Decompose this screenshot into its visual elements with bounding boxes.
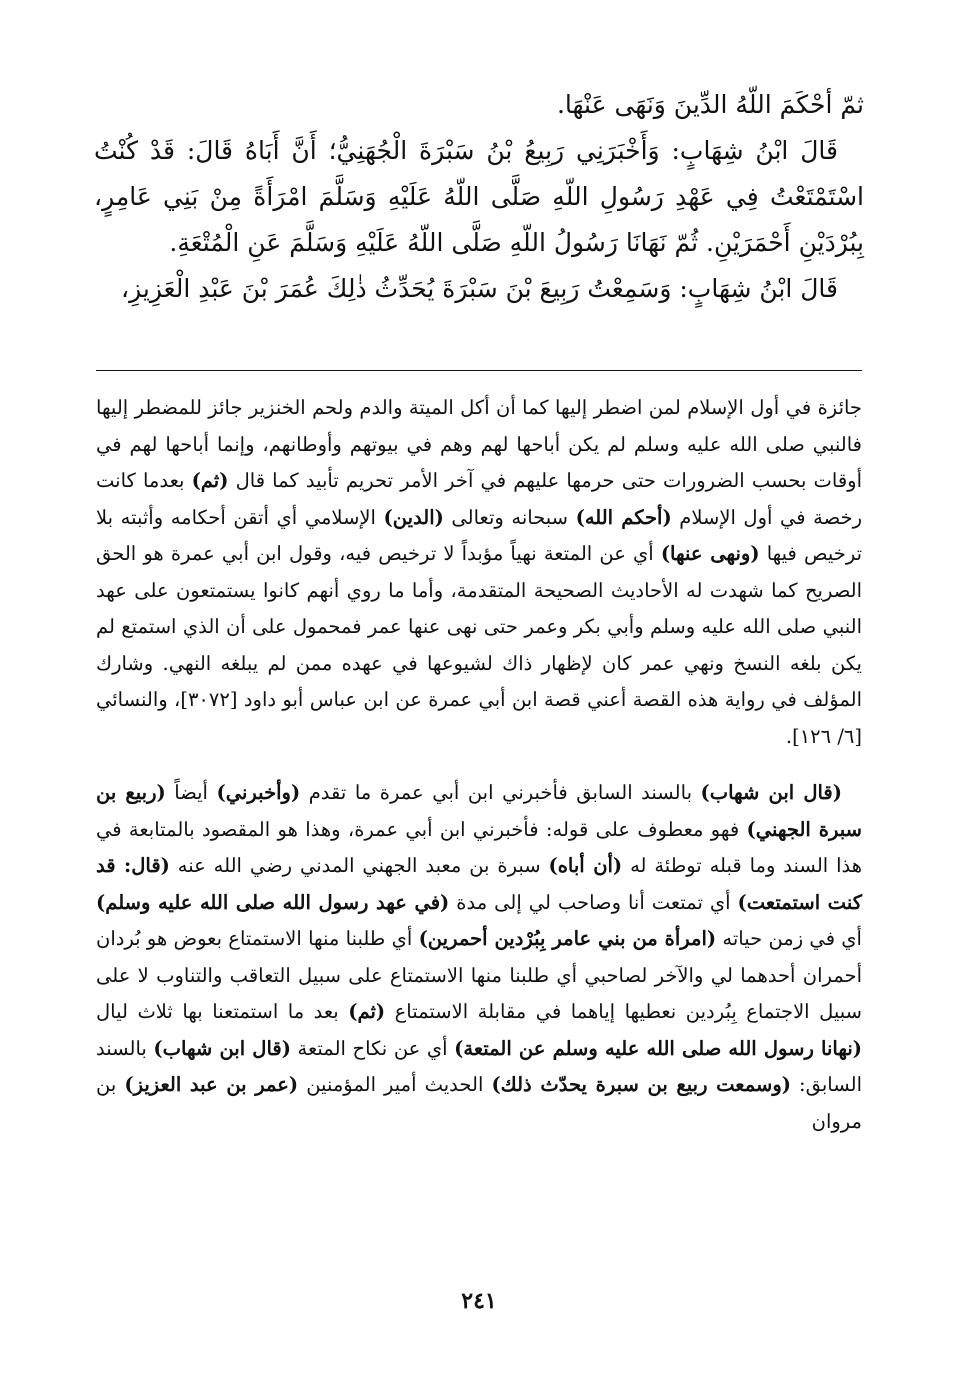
bold-term: (امرأة من بني عامر بِبُرْدين أحمرين) — [418, 927, 717, 950]
hadith-paragraph-3: قَالَ ابْنُ شِهَابٍ: وَسَمِعْتُ رَبِيعَ بْنَ سَبْرَةَ يُحَدِّثُ ذٰلِكَ عُمَرَ بْنَ عَبْدِ الْعَزِيزِ، — [121, 274, 838, 303]
text: جائزة في أول الإسلام لمن اضطر إليها كما أن أكل الميتة والدم ولحم الخنزير جائز للمضطر إليها فالنبي صلى الله عليه وسلم لم يكن أباحها لهم وهم في بيوتهم وأوطانهم، وإنما أباحها لهم في أوقات بحسب الضرورات حتى حرمها عليهم في آخر الأمر تحريم تأبيد كما قال — [96, 396, 863, 492]
bold-term: (أحكم الله) — [575, 505, 672, 529]
text: الحديث أمير المؤمنين — [298, 1073, 492, 1096]
bold-term: (ثم) — [191, 469, 229, 492]
bold-term: (ثم) — [348, 1000, 386, 1023]
bold-term: (قال ابن شهاب) — [700, 781, 842, 804]
hadith-text — [94, 82, 864, 312]
text: سبحانه وتعالى — [443, 505, 576, 529]
text: بعد ما استمتعنا بها ثلاث ليال — [96, 1000, 349, 1023]
text: أي عن نكاح المتعة — [290, 1036, 455, 1060]
bold-term: (وأخبرني) — [216, 781, 301, 804]
text: بالسند السابق فأخبرني ابن أبي عمرة ما تقدم — [300, 781, 701, 804]
commentary — [96, 390, 862, 1140]
commentary-paragraph-1 — [96, 390, 862, 755]
text: أي في زمن حياته — [716, 927, 862, 950]
bold-term: (في عهد رسول الله صلى الله عليه وسلم) — [96, 890, 450, 914]
text: بعدما كانت رخصة في أول الإسلام — [96, 469, 862, 529]
bold-term: (عمر بن عبد العزيز) — [124, 1073, 299, 1096]
bold-term: (ربيع بن سبرة الجهني) — [96, 781, 862, 841]
text: فهو معطوف على قوله: فأخبرني ابن أبي عمرة، وهذا هو المقصود بالمتابعة في هذا السند وما قبله توطئة له — [96, 817, 863, 877]
bold-term: (نهانا رسول الله صلى الله عليه وسلم عن المتعة) — [454, 1036, 862, 1060]
footnote-divider — [96, 370, 862, 371]
text: الإسلامي أي أتقن أحكامه وأثبته بلا ترخيص فيها — [96, 505, 862, 565]
text: أي طلبنا منها الاستمتاع بعوض هو بُردان أحمران أحدهما لي والآخر لصاحبي أي طلبنا منها الاستمتاع على سبيل التعاقب والتناوب لا على سبيل الاجتماع بِبُردين نعطيها إياهما في مقابلة الاستمتاع — [96, 927, 862, 1023]
bold-term: (أن أباه) — [548, 854, 623, 877]
text: أيضاً — [165, 781, 217, 804]
page-number: ٢٤١ — [461, 1288, 497, 1314]
bold-term: (الدين) — [383, 505, 444, 529]
text: أي تمتعت أنا وصاحب لي إلى مدة — [449, 890, 738, 914]
hadith-line-1: ثمّ أحْكَمَ اللّهُ الدِّينَ وَنَهَى عَنْهَا. — [556, 90, 864, 119]
bold-term: (وسمعت ربيع بن سبرة يحدّث ذلك) — [491, 1073, 791, 1096]
bold-term: (قال ابن شهاب) — [153, 1036, 291, 1060]
hadith-paragraph-2: قَالَ ابْنُ شِهَابٍ: وَأَخْبَرَنِي رَبِيعُ بْنُ سَبْرَةَ الْجُهَنِيُّ؛ أَنَّ أَبَاهُ قَالَ: قَدْ كُنْتُ اسْتَمْتَعْتُ فِي عَهْدِ رَسُولِ اللّهِ صَلَّى اللّهُ عَلَيْهِ وَسَلَّمَ امْرَأَةً مِنْ بَنِي عَامِرٍ، بِبُرْدَيْنِ أَحْمَرَيْنِ. ثُمّ نَهَانَا رَسُولُ اللّهِ صَلَّى اللّهُ عَلَيْهِ وَسَلَّمَ عَنِ الْمُتْعَةِ. — [94, 136, 864, 257]
bold-term: (ونهى عنها) — [660, 542, 760, 565]
text: أي عن المتعة نهياً مؤبداً لا ترخيص فيه، وقول ابن أبي عمرة هو الحق الصريح كما شهدت له الأحاديث الصحيحة المتقدمة، وأما ما روي أنهم كانوا يستمتعون على عهد النبي صلى الله عليه وسلم وأبي بكر وعمر حتى نهى عنها عمر فمحمول على أن الذي استمتع لم يكن بلغه النسخ ونهي عمر كان لإظهار ذاك لشيوعها في عهده ممن لم يبلغه النهي. وشارك المؤلف في رواية هذه القصة أعني قصة ابن أبي عمرة عن ابن عباس أبو داود [٣٠٧٢]، والنسائي [٦/ ١٢٦]. — [96, 542, 862, 748]
commentary-paragraph-2 — [96, 775, 862, 1140]
text: بن مروان — [96, 1073, 862, 1133]
text: سبرة بن معبد الجهني المدني رضي الله عنه — [169, 854, 549, 877]
text: بالسند السابق: — [96, 1036, 863, 1096]
bold-term: (قال: قد كنت استمتعت) — [96, 854, 862, 914]
